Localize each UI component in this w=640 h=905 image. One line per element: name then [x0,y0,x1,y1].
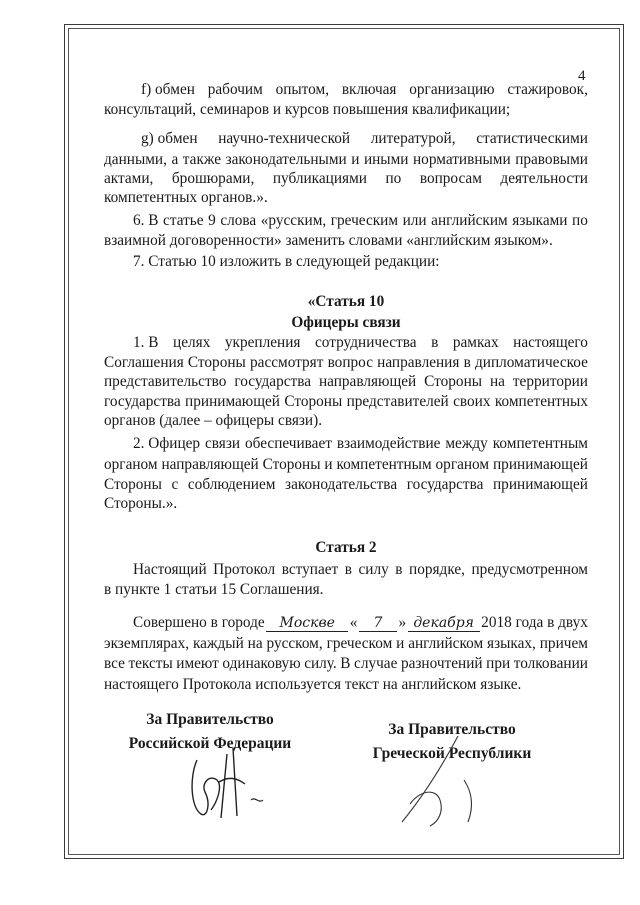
item-f-line-2: консультаций, семинаров и курсов повышения квалификации; [104,101,511,118]
word: укрепления [224,334,301,351]
word: государства [104,393,181,410]
word: силу [358,561,389,578]
word: целях [173,334,211,351]
word: нормативными [413,151,511,168]
word: законодательства [285,476,398,493]
word: Стороны [424,373,483,390]
word: вступает [281,561,339,578]
word: силу. [304,655,337,672]
signature-greece-handwritten [380,730,520,830]
word: порядке, [409,561,465,578]
word: слова [220,212,257,229]
paragraph-7: 7. Статью 10 изложить в следующей редакции: [133,253,440,270]
word: одинаковую [222,655,301,672]
handwritten-month: декабря [408,615,480,632]
word: представителей [346,393,449,410]
word: g) обмен [141,130,198,147]
word: Соглашения [104,354,184,371]
word: имеют [176,655,219,672]
word: настоящего [513,334,588,351]
word: принимающей [185,393,280,410]
word: f) обмен [141,81,195,98]
word: русском, [266,635,323,652]
article-10-p1-line-3 [104,372,588,392]
word: представительство [104,373,227,390]
word: по [385,170,402,187]
word: компетентных [494,393,588,410]
word: в [463,354,471,371]
word: сотрудничества [314,334,417,351]
word: В [340,655,351,672]
word: направления [377,354,460,371]
word: Стороны [104,476,162,493]
word: с [171,476,179,493]
word: Стороны [262,456,321,473]
word: брошюрами, [171,170,255,187]
word: научно-технической [218,130,351,147]
item-g-line-3 [104,169,588,189]
word: «русским, [260,212,327,229]
word: принимающей [493,476,588,493]
word: по [572,212,588,229]
word: обеспечивает [245,435,332,452]
word: греческом [326,635,393,652]
word: органом [104,456,158,473]
word: между [445,435,488,452]
word: деятельности [500,170,588,187]
done-at-line-4: настоящего Протокола используется текст на английском языке. [104,676,522,693]
word: территории [512,373,588,390]
paragraph-6-line-1 [133,211,588,231]
article-2-line-2: в пункте 1 статьи 15 Соглашения. [104,581,324,598]
word: государства [406,476,484,493]
word: или [402,212,427,229]
article-10-p1-line-2 [104,353,588,373]
article-10-p1-line-5: органов (далее – офицеры связи). [104,412,323,429]
word: статье [163,212,204,229]
word: правовыми [515,151,588,168]
page-number: 4 [578,68,586,84]
word: принимающей [492,456,588,473]
signature-russia-handwritten [175,730,285,825]
word: экземплярах, [104,635,190,652]
word: направляющей [318,373,417,390]
word: направляющей [161,456,259,473]
article-2-title: Статья 2 [315,539,377,556]
word: Настоящий [133,561,207,578]
article-10-p2-line-2 [104,455,588,475]
item-f-line-1 [141,80,588,100]
signature-russia-line-1: За Правительство [146,711,274,728]
word: толковании [513,655,588,672]
word: иными [363,151,409,168]
word: языках, [487,635,536,652]
word: актами, [104,170,154,187]
done-at-line-2 [104,634,588,654]
article-10-p1-line-1 [133,333,588,353]
word: а [171,151,179,168]
item-g-line-4: компетентных органов.». [104,189,268,206]
word: также [182,151,222,168]
word: 9 [208,212,216,229]
word: своих [453,393,491,410]
word: публикациями [272,170,367,187]
word: языками [512,212,568,229]
handwritten-day: 7 [359,615,397,632]
word: причем [539,635,588,652]
word: при [486,655,511,672]
close-quote: » [398,614,407,631]
word: в [431,334,439,351]
open-quote: « [349,614,358,631]
word: взаимодействие [336,435,441,452]
word: государства [234,373,312,390]
word: каждый [192,635,244,652]
word: предусмотренном [471,561,588,578]
word: и [396,635,405,652]
signature-greece-line-2: Греческой Республики [372,745,532,762]
word: английском [408,635,484,652]
item-g-line-1 [141,129,588,149]
word: Стороны [187,354,246,371]
word: разночтений [400,655,483,672]
word: 2. Офицер [133,435,201,452]
done-at-suffix: 2018 года в двух [481,614,588,631]
word: вопросам [419,170,482,187]
paragraph-6-line-2: взаимной договоренности» заменить словами «английским языком». [104,232,553,249]
word: вопрос [327,354,373,371]
item-g-line-2 [104,150,588,170]
article-2-line-1 [133,560,588,580]
article-10-p2-line-4: Стороны.». [104,495,178,512]
word: компетентным [336,456,432,473]
handwritten-city: Москве [266,615,348,632]
word: соблюдением [187,476,276,493]
word: органом [435,456,490,473]
word: все [104,655,125,672]
word: Протокол [213,561,276,578]
word: стажировок, [507,81,588,98]
word: законодательными [225,151,347,168]
word: в [395,561,403,578]
word: тексты [128,655,173,672]
signature-russia-line-2: Российской Федерации [128,735,292,752]
article-10-title: «Статья 10 [307,293,385,310]
word: греческим [330,212,399,229]
word: в [344,561,352,578]
word: на [489,373,505,390]
word: английским [431,212,508,229]
word: рамках [452,334,499,351]
signature-greece-line-1: За Правительство [388,721,516,738]
word: и [324,456,333,473]
word: случае [354,655,398,672]
word: связи [205,435,241,452]
article-10-p1-line-4 [104,392,588,412]
word: литературой, [370,130,456,147]
word: и [351,151,360,168]
word: компетентным [492,435,588,452]
article-10-p2-line-1 [133,434,588,454]
article-10-p2-line-3 [104,475,588,495]
word: дипломатическое [475,354,588,371]
word: опытом, [275,81,330,98]
word: организацию [409,81,495,98]
article-10-subtitle: Офицеры связи [291,314,401,331]
word: Стороны [284,393,343,410]
word: включая [341,81,397,98]
done-at-prefix: Совершено в городе [133,614,265,631]
word: 1. В [133,334,159,351]
word: статистическими [476,130,588,147]
done-at-line-1 [133,613,588,633]
word: данными, [104,151,167,168]
done-at-line-3 [104,654,588,674]
word: рабочим [207,81,263,98]
word: 6. В [133,212,159,229]
word: на [247,635,263,652]
word: рассмотрят [250,354,324,371]
